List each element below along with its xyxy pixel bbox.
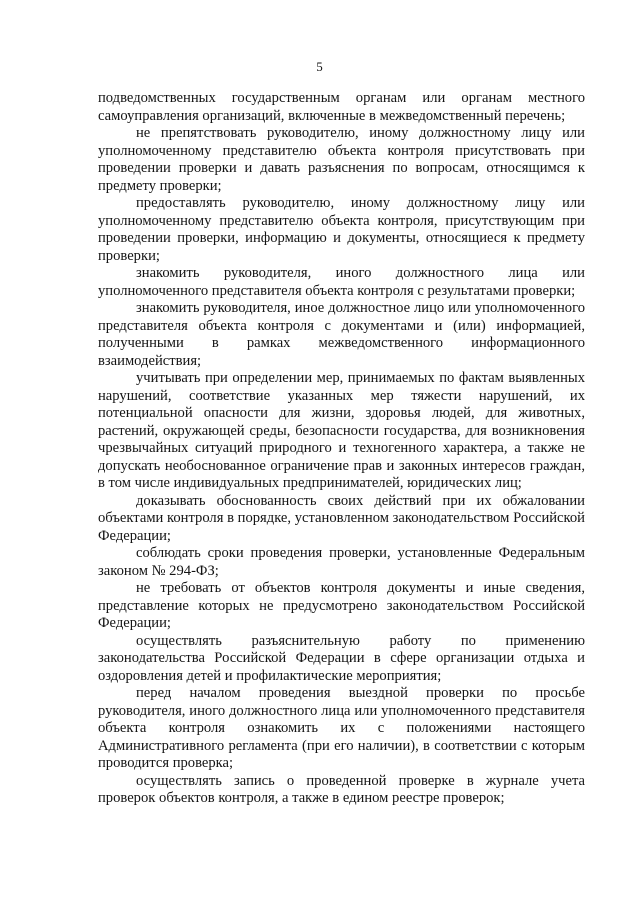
paragraph-familiarize-regulation: перед началом проведения выездной проверки по просьбе руководителя, иного должностного лица или уполномоченного представителя объекта контроля ознакомить их с положениями настоящего Административного регламента (при его наличии), в соответствии с которым проводится проверка; (98, 685, 585, 771)
paragraph-inform-documents: знакомить руководителя, иное должностное лицо или уполномоченного представителя объекта контроля с документами и (или) информацией, полученными в рамках межведомственного информационного взаимодействия; (98, 300, 585, 369)
paragraph-allow-presence: не препятствовать руководителю, иному должностному лицу или уполномоченному представителю объекта контроля присутствовать при проведении проверки и давать разъяснения по вопросам, относящимся к предмету проверки; (98, 125, 585, 194)
paragraph-provide-information: предоставлять руководителю, иному должностному лицу или уполномоченному представителю объекта контроля, присутствующим при проведении проверки, информацию и документы, относящиеся к предмету проверки; (98, 195, 585, 264)
paragraph-explanatory-work: осуществлять разъяснительную работу по применению законодательства Российской Федерации в сфере организации отдыха и оздоровления детей и профилактические мероприятия; (98, 632, 585, 684)
paragraph-no-extra-documents: не требовать от объектов контроля документы и иные сведения, представление которых не предусмотрено законодательством Российской Федерации; (98, 580, 585, 631)
paragraph-proportionality: учитывать при определении мер, принимаемых по фактам выявленных нарушений, соответствие указанных мер тяжести нарушений, их потенциальной опасности для жизни, здоровья людей, для животных, растений, окружающей среды, безопасности государства, для возникновения чрезвычайных ситуаций природного и техногенного характера, а также не допускать необоснованное ограничение прав и законных интересов граждан, в том числе индивидуальных предпринимателей, юридических лиц; (98, 370, 585, 491)
paragraph-deadlines: соблюдать сроки проведения проверки, установленные Федеральным законом № 294-ФЗ; (98, 545, 585, 579)
paragraph-justify-actions: доказывать обоснованность своих действий при их обжаловании объектами контроля в порядке, установленном законодательством Российской Федерации; (98, 492, 585, 544)
paragraph-journal-record: осуществлять запись о проведенной проверке в журнале учета проверок объектов контроля, а также в едином реестре проверок; (98, 772, 585, 806)
page-number: 5 (316, 59, 323, 74)
paragraph-inform-results: знакомить руководителя, иного должностного лица или уполномоченного представителя объекта контроля с результатами проверки; (98, 265, 585, 299)
paragraph-continuation: подведомственных государственным органам или органам местного самоуправления организаций, включенные в межведомственный перечень; (98, 90, 585, 124)
document-body (98, 90, 585, 808)
